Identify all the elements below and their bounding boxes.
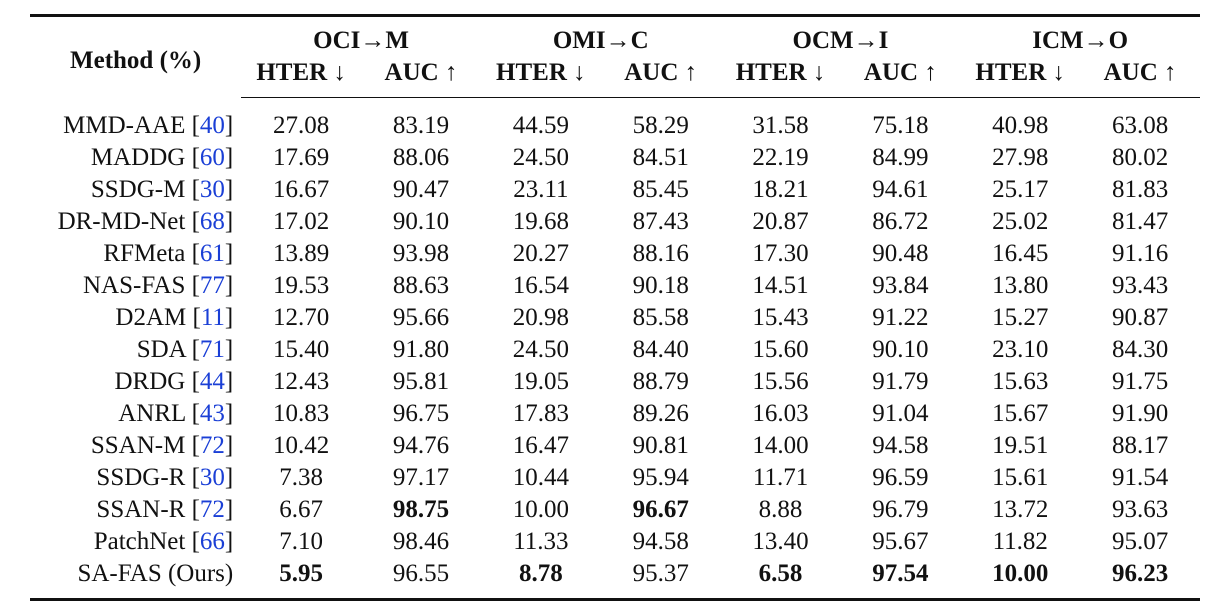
hter-value: 19.51 <box>992 432 1049 459</box>
citation-link[interactable]: 66 <box>199 528 225 555</box>
method-label: DRDG [ <box>114 368 200 395</box>
hter-value: 16.67 <box>273 176 330 203</box>
citation-link[interactable]: 61 <box>199 240 225 267</box>
citation-bracket: ] <box>224 111 234 139</box>
auc-value: 84.40 <box>632 336 689 363</box>
table-row <box>30 142 1200 174</box>
method-label: SA-FAS (Ours) <box>77 560 234 587</box>
auc-value: 91.54 <box>1111 464 1169 491</box>
hter-value: 16.47 <box>512 432 569 459</box>
hter-value: 13.89 <box>273 240 330 267</box>
group-header-ocim: OCI→M <box>241 16 481 58</box>
auc-value: 85.58 <box>632 304 689 331</box>
auc-value: 88.79 <box>632 368 689 395</box>
auc-value: 98.46 <box>392 528 450 555</box>
method-name <box>30 430 241 462</box>
auc-value: 90.48 <box>872 240 929 267</box>
auc-value: 95.67 <box>872 528 929 555</box>
hter-value: 13.72 <box>992 496 1049 523</box>
hter-value: 15.43 <box>752 304 809 331</box>
hter-value: 12.70 <box>273 304 330 331</box>
citation-bracket: ] <box>224 208 234 235</box>
auc-value: 75.18 <box>872 112 929 139</box>
hter-value: 10.42 <box>273 432 330 459</box>
table-row <box>30 430 1200 462</box>
auc-value: 94.58 <box>872 432 929 459</box>
hter-value: 15.60 <box>752 336 809 363</box>
hter-value: 27.08 <box>273 112 330 139</box>
auc-header: AUC ↑ <box>601 57 721 98</box>
auc-value: 96.79 <box>872 496 929 523</box>
hter-value: 24.50 <box>512 336 569 363</box>
auc-value: 95.66 <box>392 304 450 331</box>
auc-header: AUC ↑ <box>361 57 481 98</box>
auc-value: 96.55 <box>361 558 481 600</box>
hter-value: 24.50 <box>512 144 569 171</box>
method-label: SSDG-M [ <box>90 176 200 203</box>
auc-value: 91.80 <box>392 336 450 363</box>
table-row <box>30 206 1200 238</box>
hter-value: 22.19 <box>752 144 809 171</box>
hter-value: 17.02 <box>273 208 330 235</box>
hter-value: 23.10 <box>992 336 1049 363</box>
group-header-ocmi: OCM→I <box>721 16 961 58</box>
auc-value: 98.75 <box>392 496 450 523</box>
method-label: SSDG-R [ <box>96 464 200 491</box>
results-table <box>30 14 1200 601</box>
hter-value: 23.11 <box>513 176 569 203</box>
group-header-icmo: ICM→O <box>960 16 1200 58</box>
method-label: MADDG [ <box>90 144 200 171</box>
table-row <box>30 398 1200 430</box>
auc-value: 95.07 <box>1111 528 1169 555</box>
hter-header: HTER ↓ <box>721 57 841 98</box>
method-name <box>30 206 241 238</box>
hter-value: 16.54 <box>512 272 569 299</box>
citation-bracket: ] <box>224 336 234 363</box>
auc-value: 93.84 <box>872 272 929 299</box>
auc-value: 90.18 <box>632 272 689 299</box>
auc-header: AUC ↑ <box>1080 57 1200 98</box>
hter-value: 40.98 <box>992 112 1049 139</box>
auc-value: 86.72 <box>872 208 929 235</box>
method-name <box>30 334 241 366</box>
auc-value: 85.45 <box>632 176 689 203</box>
auc-value: 84.51 <box>632 144 689 171</box>
citation-bracket: ] <box>224 368 234 395</box>
hter-header: HTER ↓ <box>481 57 601 98</box>
auc-value: 96.67 <box>632 496 689 523</box>
auc-value: 96.59 <box>872 464 929 491</box>
auc-value: 90.81 <box>632 432 689 459</box>
table-row <box>30 238 1200 270</box>
auc-value: 84.30 <box>1111 336 1169 363</box>
table-row <box>30 558 1200 600</box>
auc-value: 97.17 <box>392 464 450 491</box>
hter-value: 10.44 <box>512 464 569 491</box>
hter-value: 7.38 <box>279 464 324 491</box>
method-label: SSAN-M [ <box>90 432 200 459</box>
citation-link[interactable]: 44 <box>199 368 225 395</box>
header-row-groups <box>30 16 1200 58</box>
hter-value: 5.95 <box>241 558 361 600</box>
citation-link[interactable]: 11 <box>200 304 225 331</box>
hter-value: 10.83 <box>273 400 330 427</box>
citation-link[interactable]: 40 <box>199 111 225 139</box>
citation-link[interactable]: 72 <box>199 496 225 523</box>
auc-value: 88.16 <box>632 240 689 267</box>
auc-value: 93.98 <box>392 240 450 267</box>
auc-value: 96.23 <box>1080 558 1200 600</box>
hter-value: 25.02 <box>992 208 1049 235</box>
hter-value: 19.68 <box>512 208 569 235</box>
hter-value: 16.03 <box>752 400 809 427</box>
auc-value: 90.10 <box>392 208 450 235</box>
auc-value: 58.29 <box>632 112 689 139</box>
method-label: DR-MD-Net [ <box>57 208 200 235</box>
citation-bracket: ] <box>224 464 234 491</box>
auc-value: 95.94 <box>632 464 689 491</box>
hter-value: 6.67 <box>279 496 324 523</box>
hter-value: 15.67 <box>992 400 1049 427</box>
hter-value: 19.53 <box>273 272 330 299</box>
hter-value: 15.27 <box>992 304 1049 331</box>
citation-link[interactable]: 30 <box>199 176 225 203</box>
hter-value: 15.56 <box>752 368 809 395</box>
method-label: ANRL [ <box>118 400 200 427</box>
hter-value: 18.21 <box>752 176 809 203</box>
auc-value: 80.02 <box>1111 144 1169 171</box>
hter-value: 11.71 <box>752 464 809 491</box>
method-label: PatchNet [ <box>93 528 200 555</box>
table-row <box>30 366 1200 398</box>
hter-value: 15.61 <box>992 464 1049 491</box>
citation-bracket: ] <box>224 496 234 523</box>
auc-value: 84.99 <box>872 144 929 171</box>
hter-value: 13.40 <box>752 528 809 555</box>
table-row <box>30 334 1200 366</box>
auc-value: 88.63 <box>392 272 450 299</box>
method-name <box>30 366 241 398</box>
table-row <box>30 98 1200 143</box>
citation-bracket: ] <box>224 400 234 427</box>
citation-link[interactable]: 68 <box>199 208 225 235</box>
hter-value: 17.69 <box>273 144 330 171</box>
hter-value: 20.98 <box>512 304 569 331</box>
citation-link[interactable]: 77 <box>199 272 225 299</box>
citation-link[interactable]: 43 <box>199 400 225 427</box>
hter-value: 19.05 <box>512 368 569 395</box>
citation-bracket: ] <box>224 240 234 267</box>
citation-link[interactable]: 72 <box>199 432 225 459</box>
auc-value: 81.47 <box>1111 208 1169 235</box>
hter-header: HTER ↓ <box>241 57 361 98</box>
citation-bracket: ] <box>224 272 234 299</box>
results-table-container <box>30 14 1200 601</box>
auc-value: 91.16 <box>1111 240 1169 267</box>
auc-value: 95.37 <box>601 558 721 600</box>
hter-value: 8.78 <box>481 558 601 600</box>
method-name <box>30 558 241 600</box>
hter-value: 16.45 <box>992 240 1049 267</box>
method-name <box>30 142 241 174</box>
hter-header: HTER ↓ <box>960 57 1080 98</box>
method-name <box>30 462 241 494</box>
hter-value: 17.83 <box>512 400 569 427</box>
table-row <box>30 174 1200 206</box>
method-name <box>30 398 241 430</box>
citation-bracket: ] <box>224 144 234 171</box>
citation-bracket: ] <box>224 304 234 331</box>
auc-value: 95.81 <box>392 368 450 395</box>
table-body <box>30 98 1200 600</box>
table-row <box>30 302 1200 334</box>
method-name <box>30 494 241 526</box>
hter-value: 10.00 <box>512 496 569 523</box>
hter-value: 11.82 <box>992 528 1048 555</box>
auc-value: 94.76 <box>392 432 450 459</box>
auc-value: 90.10 <box>872 336 929 363</box>
hter-value: 31.58 <box>752 112 809 139</box>
hter-value: 14.00 <box>752 432 809 459</box>
method-label: SSAN-R [ <box>96 496 200 523</box>
method-name <box>30 238 241 270</box>
method-label: MMD-AAE [ <box>63 111 200 139</box>
auc-value: 93.43 <box>1111 272 1169 299</box>
hter-value: 8.88 <box>758 496 803 523</box>
method-label: D2AM [ <box>115 304 201 331</box>
hter-value: 13.80 <box>992 272 1049 299</box>
method-name <box>30 270 241 302</box>
hter-value: 17.30 <box>752 240 809 267</box>
method-header: Method (%) <box>30 16 241 98</box>
auc-value: 94.61 <box>872 176 929 203</box>
citation-bracket: ] <box>224 176 234 203</box>
citation-link[interactable]: 30 <box>199 464 225 491</box>
method-name <box>30 174 241 206</box>
auc-value: 93.63 <box>1111 496 1169 523</box>
auc-value: 96.75 <box>392 400 450 427</box>
group-header-omic: OMI→C <box>481 16 721 58</box>
method-name <box>30 526 241 558</box>
auc-value: 91.22 <box>872 304 929 331</box>
method-label: NAS-FAS [ <box>83 272 200 299</box>
auc-value: 91.75 <box>1111 368 1169 395</box>
auc-value: 91.04 <box>872 400 929 427</box>
hter-value: 12.43 <box>273 368 330 395</box>
auc-value: 91.79 <box>872 368 929 395</box>
table-row <box>30 462 1200 494</box>
hter-value: 15.40 <box>273 336 330 363</box>
table-row <box>30 526 1200 558</box>
auc-value: 87.43 <box>632 208 689 235</box>
auc-value: 91.90 <box>1111 400 1169 427</box>
auc-value: 97.54 <box>840 558 960 600</box>
table-row <box>30 270 1200 302</box>
hter-value: 25.17 <box>992 176 1049 203</box>
auc-value: 94.58 <box>632 528 689 555</box>
hter-value: 20.87 <box>752 208 809 235</box>
hter-value: 15.63 <box>992 368 1049 395</box>
hter-value: 7.10 <box>279 528 324 555</box>
auc-header: AUC ↑ <box>840 57 960 98</box>
hter-value: 14.51 <box>752 272 809 299</box>
table-row <box>30 494 1200 526</box>
hter-value: 20.27 <box>512 240 569 267</box>
citation-bracket: ] <box>224 528 234 555</box>
hter-value: 11.33 <box>513 528 569 555</box>
auc-value: 81.83 <box>1111 176 1169 203</box>
method-name <box>30 302 241 334</box>
auc-value: 90.87 <box>1111 304 1169 331</box>
method-name <box>30 98 241 143</box>
hter-value: 10.00 <box>960 558 1080 600</box>
auc-value: 83.19 <box>392 112 450 139</box>
method-label: SDA [ <box>136 336 200 363</box>
method-label: RFMeta [ <box>103 240 200 267</box>
hter-value: 44.59 <box>512 112 569 139</box>
auc-value: 88.06 <box>392 144 450 171</box>
hter-value: 27.98 <box>992 144 1049 171</box>
citation-bracket: ] <box>224 432 234 459</box>
citation-link[interactable]: 60 <box>199 144 225 171</box>
auc-value: 89.26 <box>632 400 689 427</box>
auc-value: 90.47 <box>392 176 450 203</box>
citation-link[interactable]: 71 <box>199 336 225 363</box>
auc-value: 63.08 <box>1111 112 1169 139</box>
auc-value: 88.17 <box>1111 432 1169 459</box>
hter-value: 6.58 <box>721 558 841 600</box>
